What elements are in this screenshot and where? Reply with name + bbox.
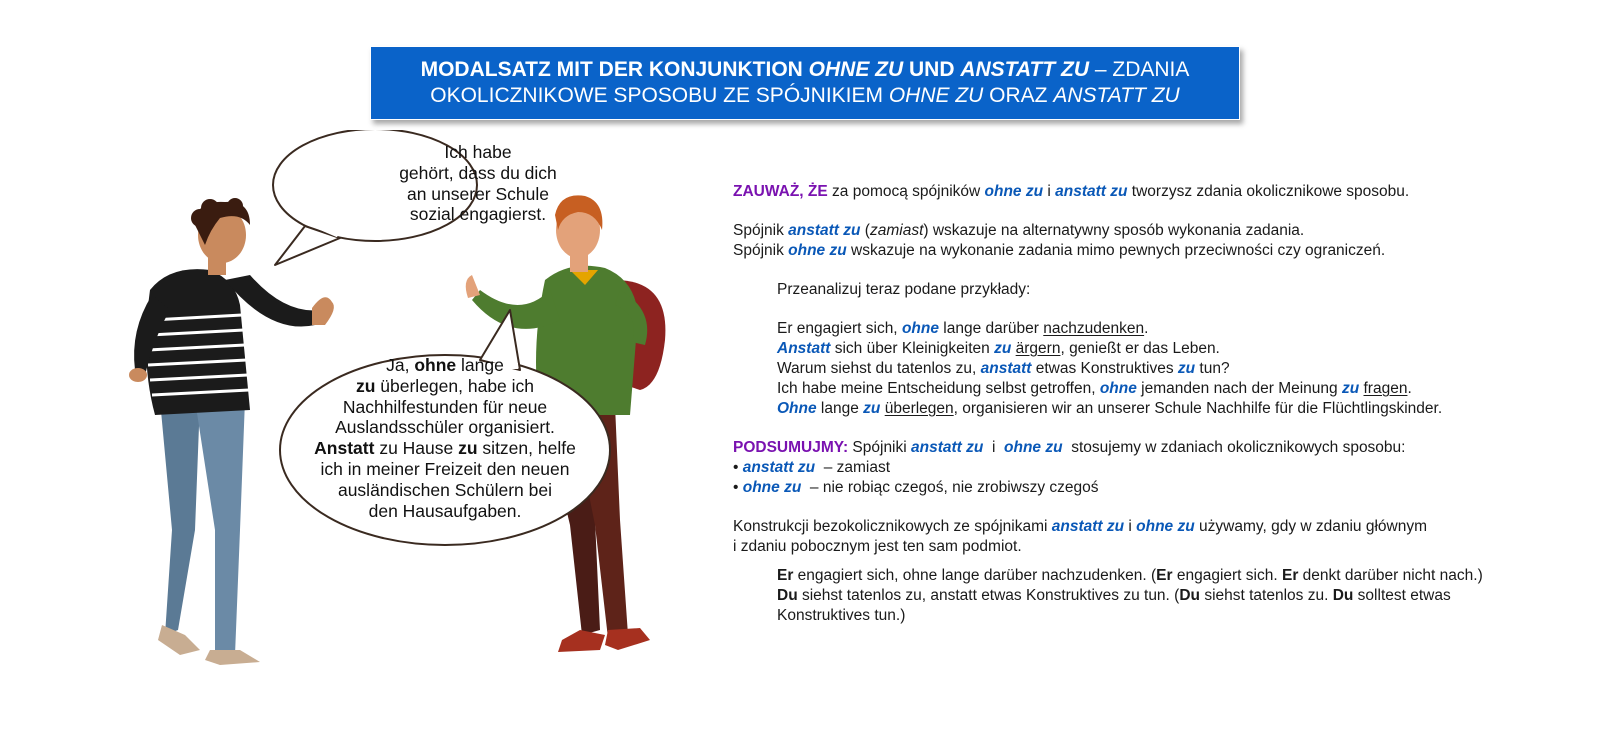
title-text: ORAZ bbox=[983, 84, 1054, 107]
bubble-line: an unserer Schule bbox=[406, 183, 550, 204]
text: używamy, gdy w zdaniu głównym bbox=[1194, 518, 1428, 535]
text: lange darüber bbox=[938, 320, 1044, 337]
text: solltest etwas bbox=[1353, 587, 1451, 604]
text: siehst tatenlos zu. bbox=[1200, 587, 1333, 604]
intro-paragraph bbox=[733, 182, 1563, 202]
text: überlegen, habe ich bbox=[375, 375, 535, 396]
text: Ich habe meine Entscheidung selbst getroffen, bbox=[777, 380, 1100, 397]
note-example-2-line-2: Konstruktives tun.) bbox=[777, 607, 906, 624]
keyword: anstatt zu bbox=[742, 459, 816, 476]
keyword: zu bbox=[1341, 380, 1360, 397]
text: engagiert sich. bbox=[1172, 567, 1282, 584]
title-text: OKOLICZNIKOWE SPOSOBU ZE SPÓJNIKIEM bbox=[430, 84, 889, 107]
keyword: ohne bbox=[901, 320, 939, 337]
title-keyword: OHNE ZU bbox=[888, 84, 984, 107]
summary-paragraph bbox=[733, 438, 1563, 458]
text: tworzysz zdania okolicznikowe sposobu. bbox=[1127, 183, 1410, 200]
keyword: ohne bbox=[1099, 380, 1137, 397]
text: engagiert sich, ohne lange darüber nachzudenken. ( bbox=[793, 567, 1157, 584]
example-1 bbox=[733, 319, 1563, 339]
text: wskazuje na wykonanie zadania mimo pewnych przeciwności czy ograniczeń. bbox=[846, 242, 1386, 259]
bubble-line: Ich habe bbox=[444, 142, 512, 162]
example-2 bbox=[733, 339, 1563, 359]
keyword: ohne zu bbox=[788, 242, 847, 259]
keyword: ohne zu bbox=[1004, 439, 1063, 456]
text-bold: zu bbox=[458, 438, 478, 459]
text: tun? bbox=[1195, 360, 1230, 377]
bubble-line bbox=[290, 355, 600, 376]
keyword: anstatt bbox=[980, 360, 1032, 377]
text: etwas Konstruktives bbox=[1031, 360, 1178, 377]
keyword: anstatt zu bbox=[788, 222, 861, 239]
bubble-line: Auslandsschüler organisiert. bbox=[335, 417, 555, 438]
keyword: zu bbox=[1177, 360, 1196, 377]
keyword: ohne zu bbox=[1136, 518, 1195, 535]
definition-anstatt bbox=[733, 221, 1563, 241]
construct-paragraph-line-2: i zdaniu pobocznym jest ten sam podmiot. bbox=[733, 538, 1022, 555]
text: ) wskazuje na alternatywny sposób wykonania zadania. bbox=[923, 222, 1305, 239]
keyword: anstatt zu bbox=[1051, 518, 1125, 535]
construct-paragraph bbox=[733, 517, 1563, 537]
text: . bbox=[1407, 380, 1412, 397]
title-keyword: OHNE ZU bbox=[808, 58, 904, 81]
keyword: anstatt zu bbox=[911, 439, 984, 456]
keyword: ohne zu bbox=[742, 479, 802, 496]
definition-ohne bbox=[733, 241, 1563, 261]
text: Warum siehst du tatenlos zu, bbox=[777, 360, 981, 377]
keyword: Ohne bbox=[777, 400, 817, 417]
bubble-line: den Hausaufgaben. bbox=[368, 500, 522, 521]
text: denkt darüber nicht nach.) bbox=[1298, 567, 1483, 584]
bubble-line: ich in meiner Freizeit den neuen bbox=[320, 458, 570, 479]
text: stosujemy w zdaniach okolicznikowych sposobu: bbox=[1062, 439, 1406, 456]
text: Konstrukcji bezokolicznikowych ze spójnikami bbox=[733, 518, 1052, 535]
title-line-1 bbox=[371, 57, 1239, 83]
keyword: zu bbox=[863, 400, 881, 417]
title-banner bbox=[370, 46, 1240, 120]
spacer bbox=[733, 202, 1563, 221]
note-label: ZAUWAŻ, ŻE bbox=[733, 183, 828, 200]
text-bold: zu bbox=[355, 375, 376, 396]
text: i bbox=[1043, 183, 1056, 200]
text: , genießt er das Leben. bbox=[1060, 340, 1220, 357]
text: Spójnik bbox=[733, 242, 789, 259]
underlined-verb: ärgern bbox=[1015, 340, 1061, 357]
text: za pomocą spójników bbox=[827, 183, 985, 200]
spacer bbox=[733, 300, 1563, 319]
title-text: MODALSATZ MIT DER KONJUNKTION bbox=[420, 58, 809, 81]
text: zu Hause bbox=[374, 438, 459, 459]
text: . bbox=[1144, 320, 1149, 337]
subject-bold: Du bbox=[1332, 587, 1354, 604]
bubble-line: Nachhilfestunden für neue bbox=[342, 396, 548, 417]
text: , organisieren wir an unserer Schule Nachhilfe für die Flüchtlingskinder. bbox=[953, 400, 1443, 417]
bullet-item bbox=[733, 458, 1563, 478]
bullet-item bbox=[733, 478, 1563, 498]
text: i bbox=[1124, 518, 1137, 535]
subject-bold: Er bbox=[1281, 567, 1299, 584]
keyword: ohne zu bbox=[984, 183, 1044, 200]
explanation-text bbox=[733, 182, 1563, 626]
spacer bbox=[733, 419, 1563, 438]
subject-bold: Er bbox=[777, 567, 794, 584]
keyword: anstatt zu bbox=[1055, 183, 1128, 200]
title-text: UND bbox=[903, 58, 961, 81]
text: Ja, bbox=[386, 355, 415, 375]
bubble-line: sozial engagierst. bbox=[409, 204, 547, 225]
summary-label: PODSUMUJMY: bbox=[733, 439, 849, 456]
text-bold: ohne bbox=[414, 355, 457, 375]
underlined-verb: überlegen bbox=[884, 400, 954, 417]
spacer bbox=[733, 261, 1563, 280]
keyword: zu bbox=[994, 340, 1012, 357]
subject-bold: Du bbox=[1179, 587, 1201, 604]
example-5 bbox=[733, 399, 1563, 419]
text-italic: zamiast bbox=[869, 222, 924, 239]
subject-bold: Er bbox=[1156, 567, 1173, 584]
example-4 bbox=[733, 379, 1563, 399]
text: sitzen, helfe bbox=[477, 438, 576, 459]
note-example-2 bbox=[733, 586, 1563, 606]
text: jemanden nach der Meinung bbox=[1136, 380, 1342, 397]
bubble-line bbox=[290, 438, 600, 459]
text: Spójnik bbox=[733, 222, 789, 239]
bubble-line bbox=[290, 376, 600, 397]
text: – zamiast bbox=[815, 459, 891, 476]
bubble-line: gehört, dass du dich bbox=[399, 162, 557, 183]
title-keyword: ANSTATT ZU bbox=[960, 58, 1090, 81]
text: Er engagiert sich, bbox=[777, 320, 902, 337]
note-example-1 bbox=[733, 566, 1563, 586]
bubble-line: ausländischen Schülern bei bbox=[337, 479, 553, 500]
text: Spójniki bbox=[848, 439, 912, 456]
text-bold: Anstatt bbox=[314, 438, 375, 459]
text: – nie robiąc czegoś, nie zrobiwszy czegoś bbox=[801, 479, 1099, 496]
analyze-instruction: Przeanalizuj teraz podane przykłady: bbox=[777, 281, 1031, 298]
text: i bbox=[983, 439, 1005, 456]
text: ( bbox=[860, 222, 870, 239]
keyword: Anstatt bbox=[777, 340, 831, 357]
illustration-scene bbox=[100, 130, 700, 695]
bubble-2-text bbox=[290, 355, 600, 521]
bullet-icon: • bbox=[733, 459, 743, 476]
bullet-icon: • bbox=[733, 479, 743, 496]
text: lange bbox=[456, 355, 504, 375]
title-line-2 bbox=[371, 83, 1239, 109]
subject-bold: Du bbox=[777, 587, 798, 604]
text: lange bbox=[816, 400, 864, 417]
title-text: – ZDANIA bbox=[1089, 58, 1190, 81]
title-keyword: ANSTATT ZU bbox=[1053, 84, 1180, 107]
text: sich über Kleinigkeiten bbox=[830, 340, 995, 357]
underlined-verb: fragen bbox=[1363, 380, 1408, 397]
bubble-1-text bbox=[373, 142, 583, 225]
spacer bbox=[733, 498, 1563, 517]
spacer bbox=[733, 557, 1563, 566]
example-3 bbox=[733, 359, 1563, 379]
underlined-verb: nachzudenken bbox=[1043, 320, 1145, 337]
text: siehst tatenlos zu, anstatt etwas Konstruktives zu tun. ( bbox=[797, 587, 1180, 604]
